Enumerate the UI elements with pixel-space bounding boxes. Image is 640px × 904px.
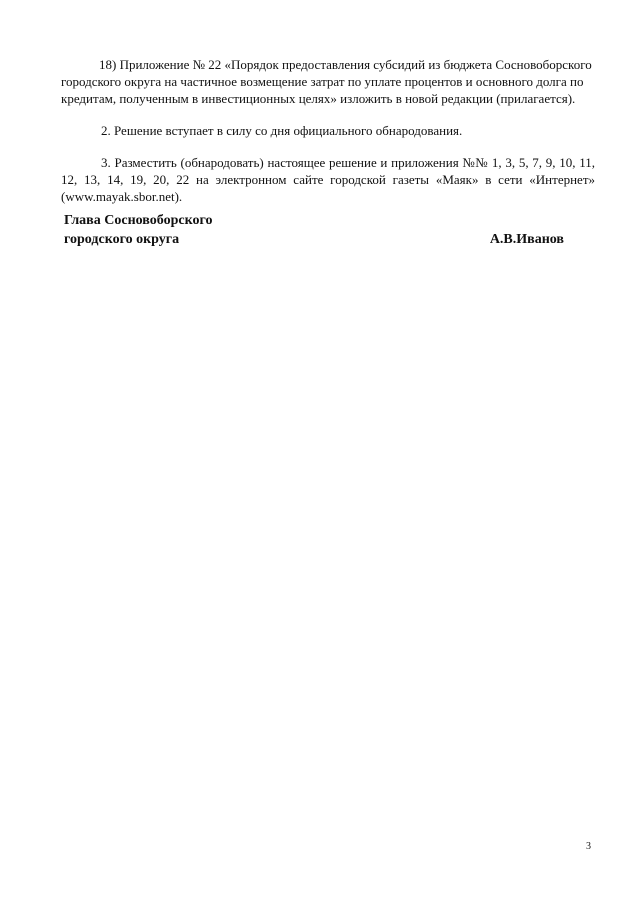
signature-title-line-2: городского округа (64, 232, 180, 247)
paragraph-item-2 (61, 122, 595, 139)
signature-name-row (64, 230, 564, 249)
paragraph-line: кредитам, полученным в инвестиционных целях» изложить в новой редакции (прилагается). (61, 91, 576, 106)
paragraph-line: 12, 13, 14, 19, 20, 22 на электронном сайте городской газеты «Маяк» в сети «Интернет» (61, 172, 595, 187)
signature-title-row (64, 211, 564, 230)
paragraph-line: 2. Решение вступает в силу со дня официального обнародования. (101, 123, 463, 138)
page-number: 3 (586, 841, 591, 852)
signature-title-line-1: Глава Сосновоборского (64, 213, 213, 228)
signatory-name: А.В.Иванов (489, 232, 564, 247)
signature-block (64, 211, 564, 249)
paragraph-line: (www.mayak.sbor.net). (61, 189, 183, 204)
paragraph-line: городского округа на частичное возмещение затрат по уплате процентов и основного долга по (61, 74, 584, 89)
paragraph-line: 18) Приложение № 22 «Порядок предоставления субсидий из бюджета Сосновоборского (99, 57, 592, 72)
paragraph-line: 3. Разместить (обнародовать) настоящее решение и приложения №№ 1, 3, 5, 7, 9, 10, 11, (101, 155, 595, 170)
paragraph-item-3 (61, 154, 595, 205)
paragraph-item-18 (61, 56, 595, 107)
